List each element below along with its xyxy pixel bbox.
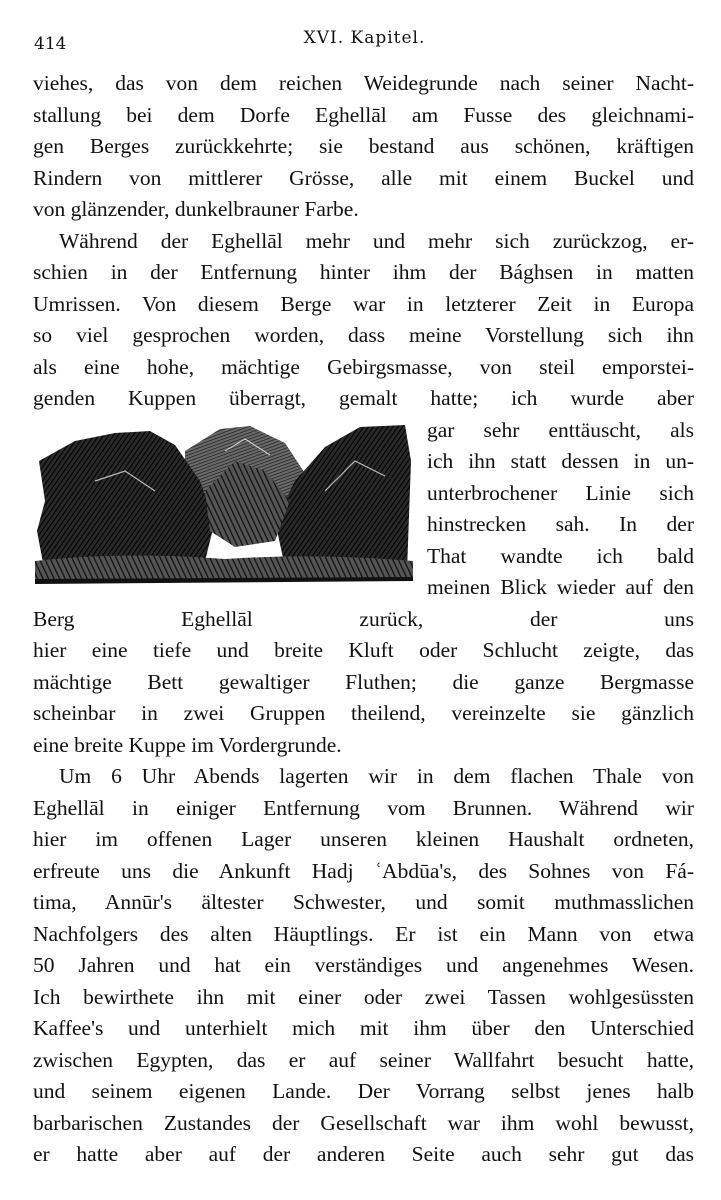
- paragraph-line: eine breite Kuppe im Vordergrunde.: [33, 732, 342, 757]
- paragraph-line: schien in der Entfernung hinter ihm der Bághsen in matten: [33, 260, 694, 284]
- paragraph-line: hier im offenen Lager unseren kleinen Haushalt ordneten,: [33, 827, 694, 851]
- chapter-title: XVI. Kapitel.: [303, 28, 426, 48]
- paragraph-line: hier eine tiefe und breite Kluft oder Schlucht zeigte, das: [33, 638, 694, 662]
- paragraph-line: viehes, das von dem reichen Weidegrunde nach seiner Nacht-: [33, 71, 694, 95]
- page-number: 414: [34, 34, 67, 54]
- paragraph-line: als eine hohe, mächtige Gebirgsmasse, von steil emporstei-: [33, 354, 694, 379]
- paragraph-line: meinen Blick wieder auf den Berg Eghellāl zurück, der uns: [33, 575, 694, 631]
- paragraph-line: 50 Jahren und hat ein verständiges und angenehmes Wesen.: [33, 953, 694, 977]
- paragraph-line: scheinbar in zwei Gruppen theilend, vereinzelte sie gänzlich: [33, 701, 694, 725]
- paragraph-line: Rindern von mittlerer Grösse, alle mit einem Buckel und: [33, 165, 694, 190]
- paragraph-line: Nachfolgers des alten Häuptlings. Er ist ein Mann von etwa: [33, 921, 694, 946]
- paragraph-line: Eghellāl in einiger Entfernung vom Brunnen. Während wir: [33, 795, 694, 820]
- paragraph-line: mächtige Bett gewaltiger Fluthen; die ganze Bergmasse: [33, 669, 694, 694]
- paragraph-line: tima, Annūr's ältester Schwester, und somit muthmasslichen: [33, 890, 694, 914]
- running-header: [34, 28, 695, 56]
- paragraph-line: stallung bei dem Dorfe Eghellāl am Fusse des gleichnami-: [33, 102, 694, 127]
- paragraph-line: von glänzender, dunkelbrauner Farbe.: [33, 197, 359, 221]
- mountain-gorge-icon: [35, 421, 413, 593]
- mountain-engraving: [35, 421, 413, 593]
- paragraph-line: genden Kuppen überragt, gemalt hatte; ich wurde aber: [33, 386, 694, 410]
- paragraph-line: barbarischen Zustandes der Gesellschaft war ihm wohl bewusst,: [33, 1110, 694, 1135]
- body-text: [33, 68, 694, 1171]
- paragraph-line: unterbrochener Linie sich: [427, 480, 694, 505]
- paragraph-line: zwischen Egypten, das er auf seiner Wallfahrt besucht hatte,: [33, 1047, 694, 1072]
- paragraph-line: hinstrecken sah. In der: [427, 512, 694, 536]
- paragraph-line: gen Berges zurückkehrte; sie bestand aus schönen, kräftigen: [33, 134, 694, 158]
- paragraph-line: Ich bewirthete ihn mit einer oder zwei Tassen wohlgesüssten: [33, 984, 694, 1009]
- paragraph-line: so viel gesprochen worden, dass meine Vorstellung sich ihn: [33, 323, 694, 347]
- paragraph-line: ich ihn statt dessen in un-: [427, 449, 694, 473]
- paragraph-line: Während der Eghellāl mehr und mehr sich zurückzog, er-: [59, 228, 694, 253]
- paragraph-line: er hatte aber auf der anderen Seite auch sehr gut das: [33, 1142, 694, 1166]
- paragraph-line: Um 6 Uhr Abends lagerten wir in dem flachen Thale von: [59, 764, 694, 788]
- paragraph-line: und seinem eigenen Lande. Der Vorrang selbst jenes halb: [33, 1079, 694, 1103]
- paragraph-line: gar sehr enttäuscht, als: [427, 417, 694, 442]
- paragraph-line: That wandte ich bald: [427, 543, 694, 568]
- paragraph-line: erfreute uns die Ankunft Hadj ʿAbdūa's, des Sohnes von Fá-: [33, 858, 694, 883]
- paragraph-line: Umrissen. Von diesem Berge war in letzterer Zeit in Europa: [33, 291, 694, 316]
- paragraph-line: Kaffee's und unterhielt mich mit ihm über den Unterschied: [33, 1016, 694, 1040]
